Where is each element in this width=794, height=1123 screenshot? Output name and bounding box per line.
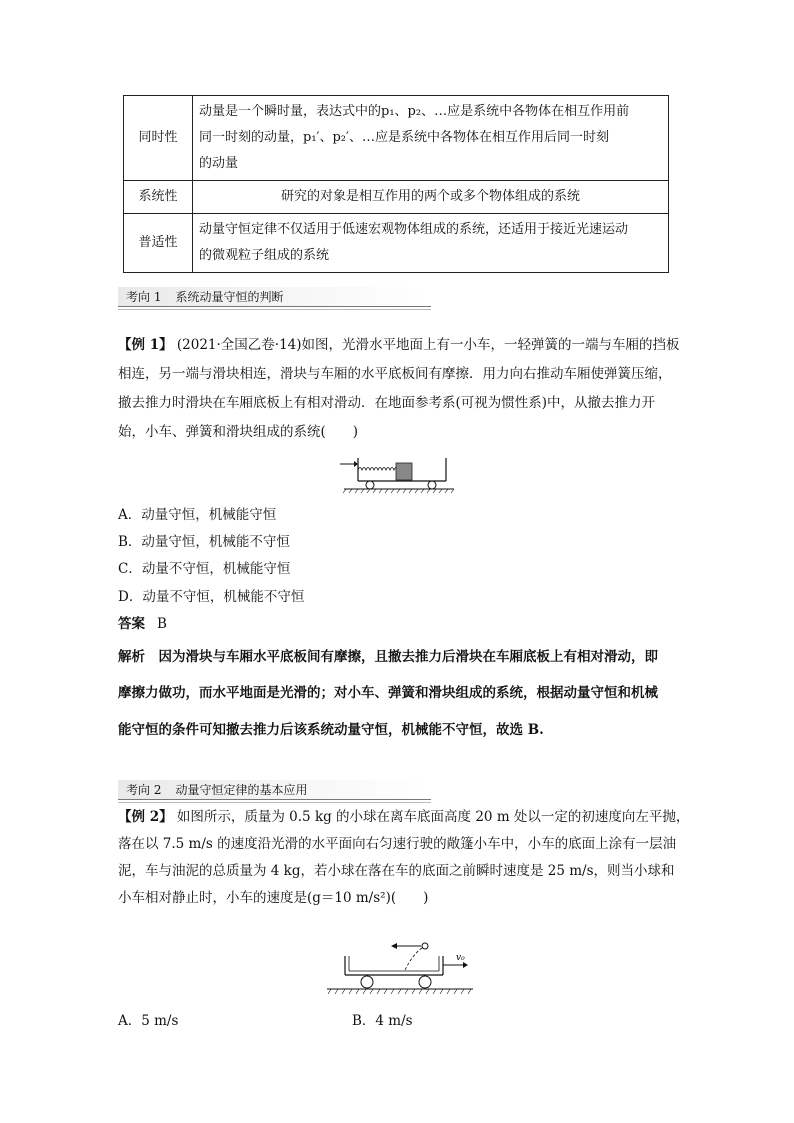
section-header-rule — [118, 799, 431, 800]
option-a: A．5 m/s — [118, 1013, 179, 1029]
example-line: 泥，车与油泥的总质量为 4 kg，若小球在落在车的底面之前瞬时速度是 25 m/s，则当小球和 — [118, 863, 675, 879]
option-b: B．动量守恒，机械能不守恒 — [118, 534, 290, 550]
answer-label: 答案 — [118, 616, 145, 632]
ball-cart-figure — [325, 938, 475, 998]
table-desc — [193, 214, 669, 273]
section-header-text — [126, 288, 297, 306]
section-title: 动量守恒定律的基本应用 — [175, 783, 308, 797]
analysis-line: 能守恒的条件可知撤去推力后该系统动量守恒，机械能不守恒，故选 B. — [118, 722, 544, 738]
table-row — [124, 96, 669, 181]
analysis-line — [118, 645, 658, 665]
example-line: 落在以 7.5 m/s 的速度沿光滑的水平面向右匀速行驶的敞篷小车中，小车的底面上涂有一层油 — [118, 836, 677, 852]
example-line: 相连，另一端与滑块相连，滑块与车厢的水平底板间有摩擦．用力向右推动车厢使弹簧压缩， — [118, 366, 672, 382]
table-term: 同时性 — [124, 96, 193, 181]
option-c: C．动量不守恒，机械能守恒 — [118, 561, 291, 577]
desc-line: 同一时刻的动量，p₁′、p₂′、…应是系统中各物体在相互作用后同一时刻 — [199, 130, 609, 145]
desc-line: 研究的对象是相互作用的两个或多个物体组成的系统 — [280, 189, 580, 204]
section-header-rule — [118, 309, 431, 310]
table-row — [124, 181, 669, 214]
section-header-rule — [118, 802, 431, 803]
section-header-1 — [118, 287, 431, 307]
section-header-text — [126, 781, 321, 799]
desc-line: 的动量 — [199, 156, 239, 171]
option-a: A．动量守恒，机械能守恒 — [118, 507, 277, 523]
table-term: 系统性 — [124, 181, 193, 214]
section-title: 系统动量守恒的判断 — [175, 290, 284, 304]
analysis-block — [118, 645, 680, 745]
section-header-rule — [118, 306, 431, 307]
analysis-line: 摩擦力做功，而水平地面是光滑的；对小车、弹簧和滑块组成的系统，根据动量守恒和机械 — [118, 685, 658, 701]
table-row — [124, 214, 669, 273]
example-1-text — [118, 333, 680, 473]
example-label: 【例 1】 — [118, 337, 173, 353]
section-label: 考向 1 — [126, 290, 162, 304]
example-2-text — [118, 805, 690, 915]
velocity-label: v₀ — [456, 953, 465, 963]
section-label: 考向 2 — [126, 783, 162, 797]
desc-line: 动量守恒定律不仅适用于低速宏观物体组成的系统，还适用于接近光速运动 — [199, 222, 629, 237]
example-line: 撤去推力时滑块在车厢底板上有相对滑动．在地面参考系(可视为惯性系)中，从撤去推力开 — [118, 395, 656, 411]
desc-line: 动量是一个瞬时量，表达式中的p₁、p₂、…应是系统中各物体在相互作用前 — [199, 104, 630, 119]
example-line-text: 如图所示，质量为 0.5 kg 的小球在离车底面高度 20 m 处以一定的初速度向左平抛， — [176, 809, 690, 825]
properties-table — [123, 95, 669, 273]
example-line: 始，小车、弹簧和滑块组成的系统( ) — [118, 424, 359, 440]
answer-value: B — [157, 616, 167, 632]
table-desc — [193, 96, 669, 181]
section-header-2 — [118, 780, 431, 800]
desc-line: 的微观粒子组成的系统 — [199, 248, 330, 263]
example-line — [118, 805, 689, 825]
option-d: D．动量不守恒，机械能不守恒 — [118, 589, 305, 605]
example-line — [118, 333, 680, 353]
answer-line — [118, 612, 167, 632]
table-term: 普适性 — [124, 214, 193, 273]
example-label: 【例 2】 — [118, 809, 173, 825]
analysis-label: 解析 — [118, 649, 145, 665]
example-line: 小车相对静止时，小车的速度是(g＝10 m/s²)( ) — [118, 890, 429, 906]
analysis-line-text: 因为滑块与车厢水平底板间有摩擦，且撤去推力后滑块在车厢底板上有相对滑动，即 — [158, 649, 658, 665]
cart-spring-figure — [336, 456, 460, 494]
example-line-text: (2021·全国乙卷·14)如图，光滑水平地面上有一小车，一轻弹簧的一端与车厢的挡板 — [176, 337, 680, 353]
table-desc — [193, 181, 669, 214]
option-b: B．4 m/s — [352, 1013, 413, 1029]
